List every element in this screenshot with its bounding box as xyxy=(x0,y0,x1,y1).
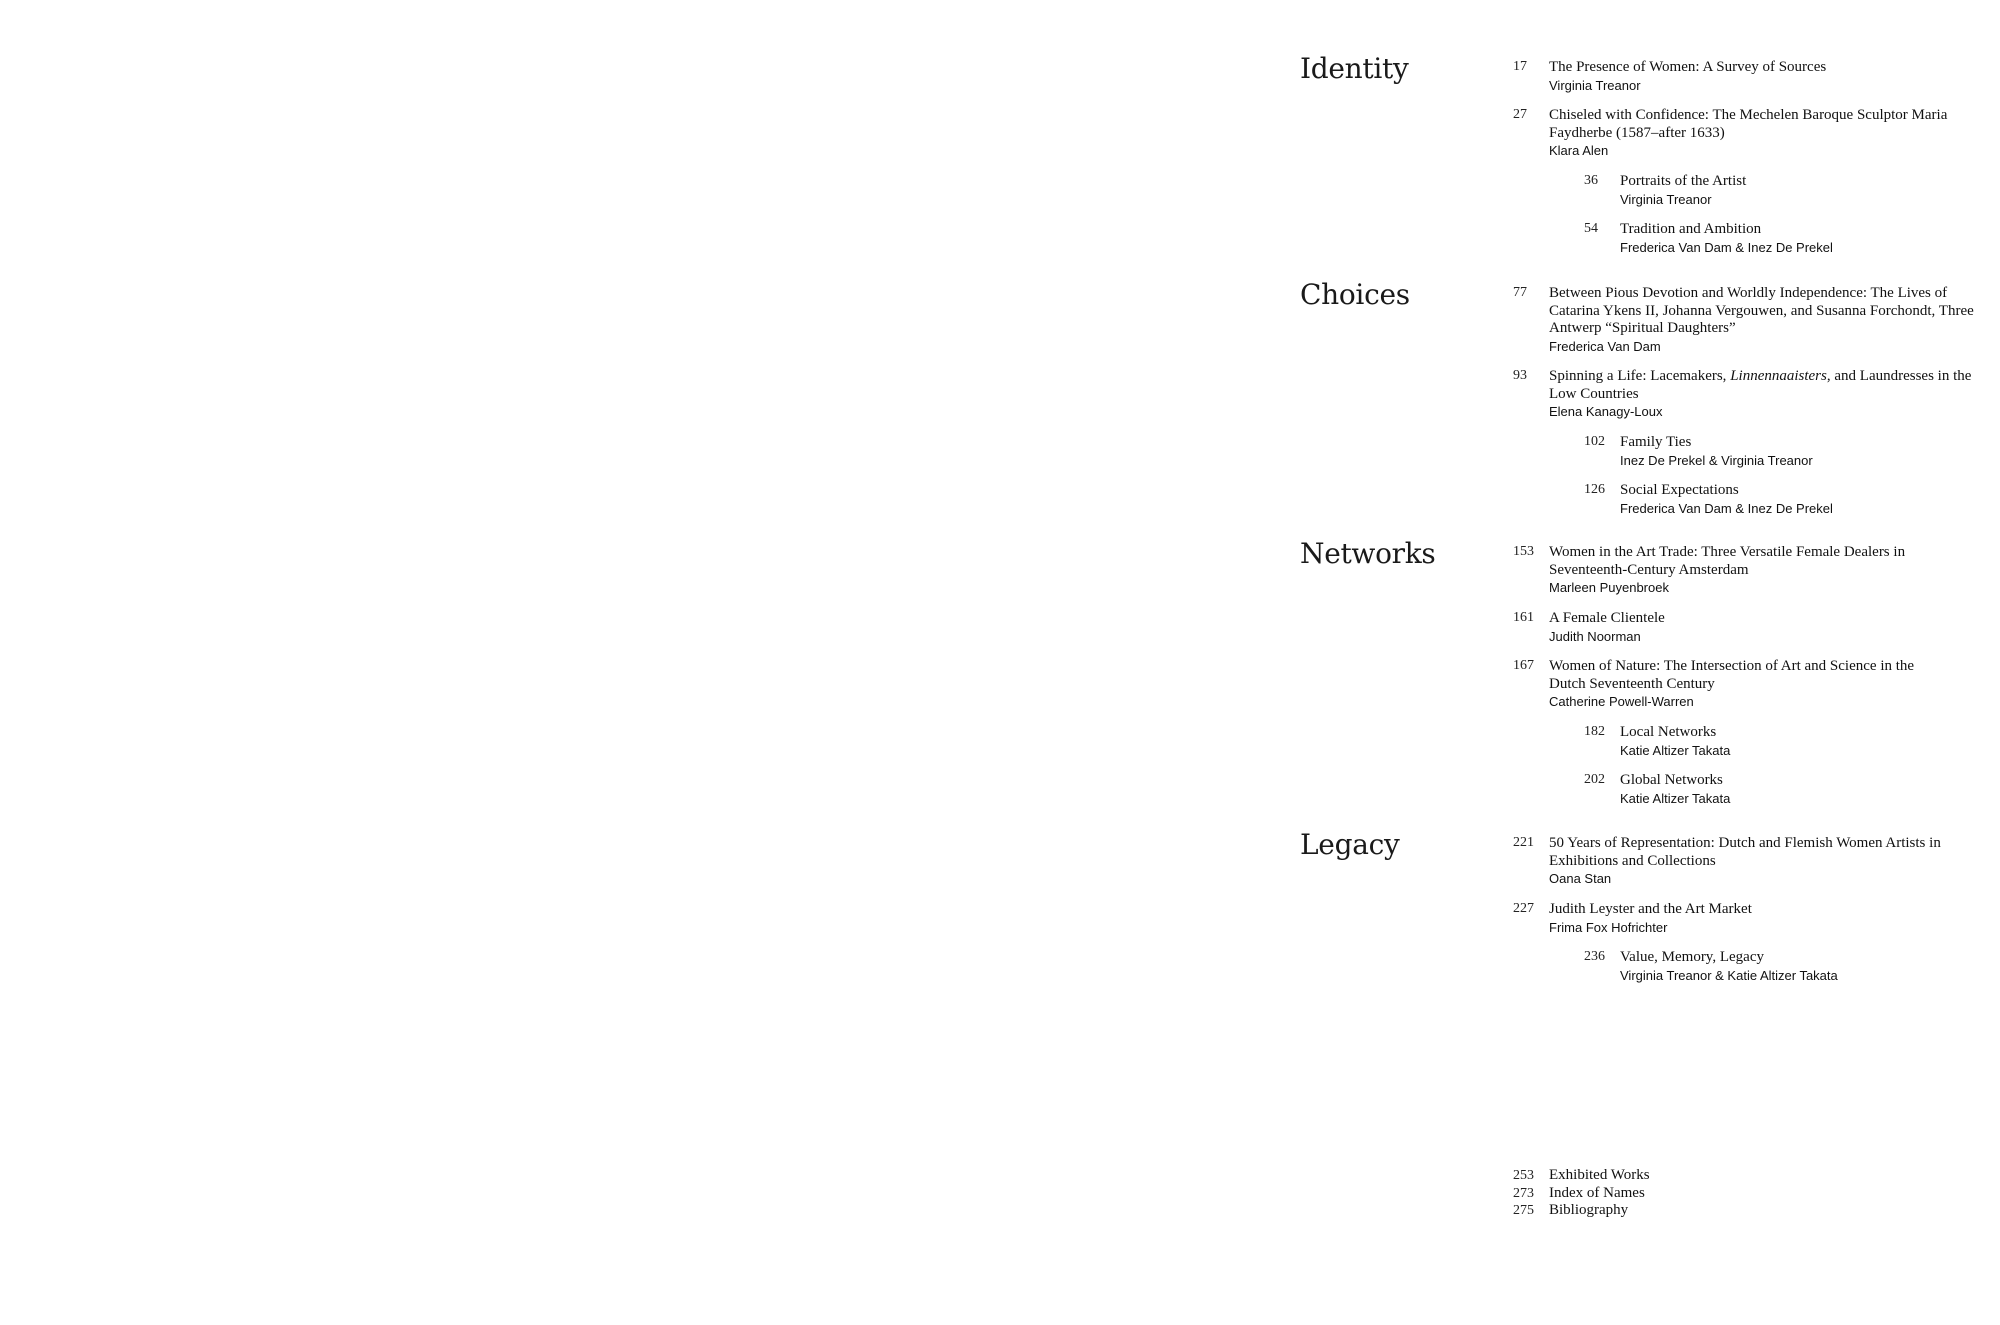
page-number: 77 xyxy=(1513,285,1527,300)
page-number: 202 xyxy=(1584,772,1605,787)
entry-title: Global Networks xyxy=(1620,772,1723,788)
page-number: 227 xyxy=(1513,901,1534,916)
page-number: 273 xyxy=(1513,1185,1534,1201)
entry-title: Judith Leyster and the Art Market xyxy=(1549,901,1752,917)
entry-author: Virginia Treanor & Katie Altizer Takata xyxy=(1620,967,1838,983)
entry-author: Frederica Van Dam & Inez De Prekel xyxy=(1620,239,1833,255)
section-title: Networks xyxy=(1300,537,1436,570)
page-number: 36 xyxy=(1584,173,1598,188)
entry-author: Virginia Treanor xyxy=(1620,191,1712,207)
section-title: Legacy xyxy=(1300,828,1400,861)
entry-title: Women of Nature: The Intersection of Art and Science in the Dutch Seventeenth Century xyxy=(1549,658,1915,692)
entry-author: Marleen Puyenbroek xyxy=(1549,580,1669,595)
page-number: 221 xyxy=(1513,835,1534,850)
entry-title: Bibliography xyxy=(1549,1202,1629,1218)
entry-title: 50 Years of Representation: Dutch and Flemish Women Artists in Exhibitions and Collections xyxy=(1549,835,1941,869)
entry-title: A Female Clientele xyxy=(1549,610,1665,626)
entry-title: Between Pious Devotion and Worldly Independence: The Lives of Catarina Ykens II, Johanna Vergouwen, and Susanna Forchondt, Three Antwerp “Spiritual Daughters” xyxy=(1549,285,1974,336)
entry-title: Chiseled with Confidence: The Mechelen Baroque Sculptor Maria Faydherbe (1587–after 1633) xyxy=(1549,107,1948,141)
entry-title: Portraits of the Artist xyxy=(1620,173,1747,189)
page-number: 153 xyxy=(1513,544,1534,559)
entry-author: Frederica Van Dam & Inez De Prekel xyxy=(1620,500,1833,516)
entry-title: Exhibited Works xyxy=(1549,1167,1650,1183)
page-number: 167 xyxy=(1513,658,1534,673)
page-number: 54 xyxy=(1584,221,1598,236)
entry-title: Value, Memory, Legacy xyxy=(1620,949,1764,965)
entry-author: Katie Altizer Takata xyxy=(1620,742,1731,758)
entry-title-italic: Linnennaaisters xyxy=(1730,368,1827,384)
entry-author: Oana Stan xyxy=(1549,871,1612,886)
entry-title: Family Ties xyxy=(1620,434,1692,450)
page-number: 275 xyxy=(1513,1203,1534,1218)
page-number: 27 xyxy=(1513,107,1527,122)
page-number: 126 xyxy=(1584,482,1605,497)
entry-author: Inez De Prekel & Virginia Treanor xyxy=(1620,452,1813,468)
entry-title: Social Expectations xyxy=(1620,482,1739,498)
entry-title: Women in the Art Trade: Three Versatile Female Dealers in Seventeenth-Century Amsterdam xyxy=(1549,544,1906,578)
entry-title: Spinning a Life: Lacemakers, Linnennaaisters, and Laundresses in the Low Countries xyxy=(1549,368,1972,402)
entry-author: Frederica Van Dam xyxy=(1549,338,1661,354)
entry-author: Klara Alen xyxy=(1549,143,1609,158)
entry-title: Index of Names xyxy=(1549,1184,1645,1201)
page-number: 161 xyxy=(1513,610,1534,625)
section-title: Choices xyxy=(1300,278,1410,311)
page-number: 102 xyxy=(1584,434,1605,449)
page-number: 93 xyxy=(1513,368,1527,383)
entry-title: Local Networks xyxy=(1620,724,1717,740)
page-number: 182 xyxy=(1584,724,1605,739)
entry-author: Frima Fox Hofrichter xyxy=(1549,919,1668,935)
page-number: 17 xyxy=(1513,59,1527,74)
entry-author: Elena Kanagy-Loux xyxy=(1549,404,1663,419)
page-number: 253 xyxy=(1513,1168,1534,1183)
entry-author: Catherine Powell-Warren xyxy=(1549,694,1694,709)
entry-author: Virginia Treanor xyxy=(1549,77,1641,93)
page-number: 236 xyxy=(1584,949,1605,964)
entry-title: The Presence of Women: A Survey of Sources xyxy=(1549,59,1827,75)
entry-author: Judith Noorman xyxy=(1549,628,1641,644)
entry-title: Tradition and Ambition xyxy=(1620,221,1762,237)
entry-author: Katie Altizer Takata xyxy=(1620,790,1731,806)
section-title: Identity xyxy=(1300,52,1409,85)
